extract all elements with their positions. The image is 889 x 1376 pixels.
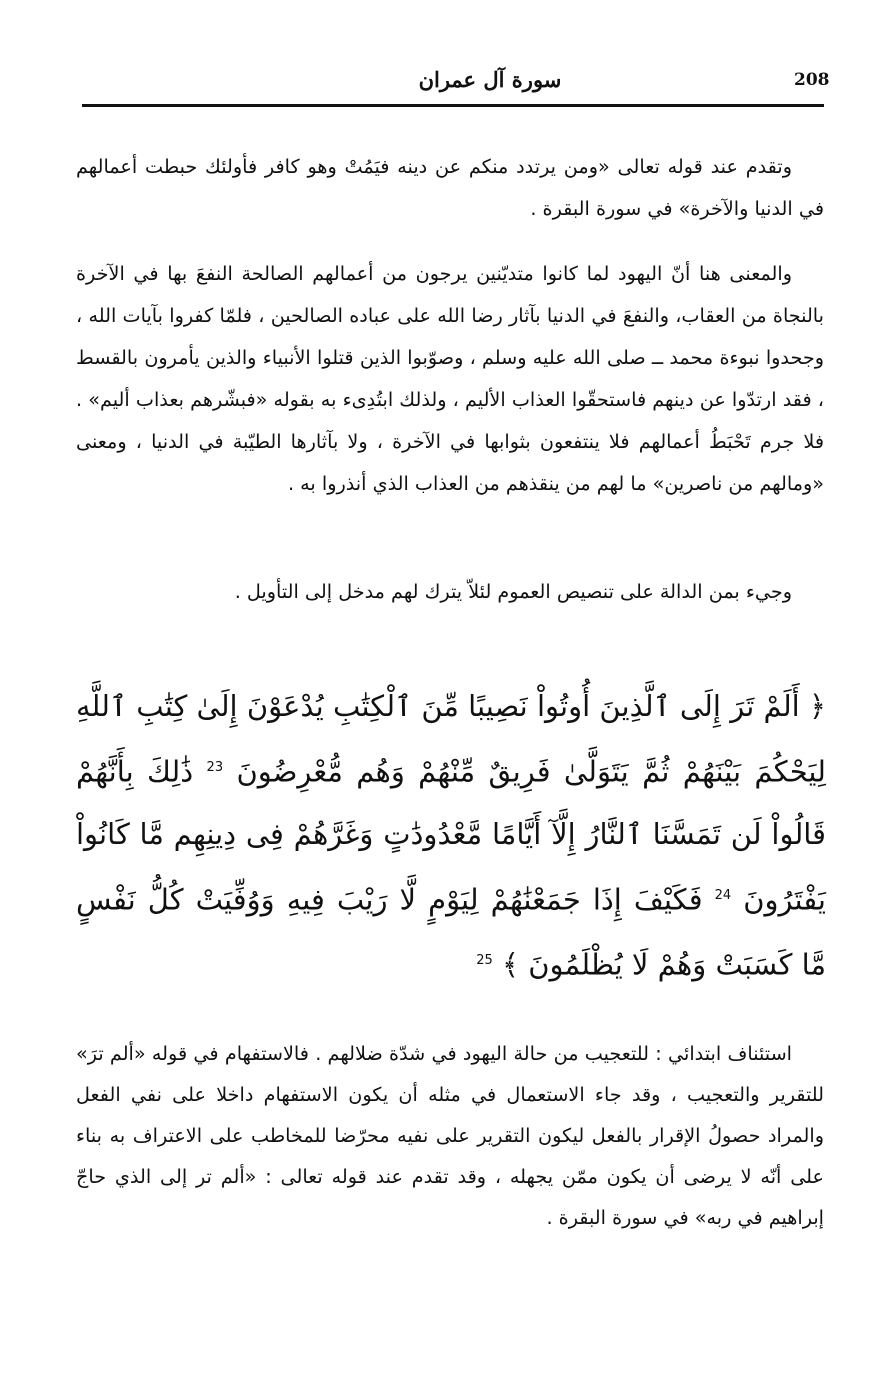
page-number: 208 [794,70,830,90]
verse-closing-bracket: ﴾ [501,947,519,982]
verse-number-24: 24 [714,887,732,903]
quran-verse-block [76,675,826,996]
paragraph-2: والمعنى هنا أنّ اليهود لما كانوا متديّنين يرجون من أعمالهم الصالحة النفعَ بها في الآخرة بالنجاة من العقاب، والنفعَ في الدنيا بآثار رضا الله على عباده الصالحين ، فلمّا كفروا بآيات الله ، وجحدوا نبوءة محمد ــ صلى الله عليه وسلم ، وصوّبوا الذين قتلوا الأنبياء والذين يأمرون بالقسط ، فقد ارتدّوا عن دينهم فاستحقّوا العذاب الأليم ، ولذلك ابتُدِىء به بقوله «فبشّرهم بعذاب أليم» . فلا جرم تَحْبَطُ أعمالهم فلا ينتفعون بثوابها في الآخرة ، ولا بآثارها الطيّبة في الدنيا ، ومعنى «ومالهم من ناصرين» ما لهم من ينقذهم من العذاب الذي أنذروا به . [76,262,824,495]
verse-text-24: ذَٰلِكَ بِأَنَّهُمْ قَالُواْ لَن تَمَسَّنَا ٱلنَّارُ إِلَّآ أَيَّامًا مَّعْدُودَٰتٍ وَغَرَّهُمْ فِى دِينِهِم مَّا كَانُواْ يَفْتَرُونَ [76,754,826,917]
verse-number-25: 25 [476,953,493,969]
verse-number-23: 23 [206,760,224,775]
paragraph-3: وجيء بمن الدالة على تنصيص العموم لئلاّ يترك لهم مدخل إلى التأويل . [234,580,792,603]
running-title: سورة آل عمران [418,67,562,92]
header-rule [82,104,824,107]
verse-text-23: أَلَمْ تَرَ إِلَى ٱلَّذِينَ أُوتُواْ نَصِيبًا مِّنَ ٱلْكِتَٰبِ يُدْعَوْنَ إِلَىٰ كِتَٰبِ ٱللَّهِ لِيَحْكُمَ بَيْنَهُمْ ثُمَّ يَتَوَلَّىٰ فَرِيقٌ مِّنْهُمْ وَهُم مُّعْرِضُونَ [76,689,827,789]
verse-opening-bracket: ﴿ [809,689,826,723]
paragraph-1: وتقدم عند قوله تعالى «ومن يرتدد منكم عن دينه فيَمُتْ وهو كافر فأولئك حبطت أعمالهم في الدنيا والآخرة» في سورة البقرة . [76,155,824,220]
paragraph-4: استئناف ابتدائي : للتعجيب من حالة اليهود في شدّة ضلالهم . فالاستفهام في قوله «ألم ترَ» للتقرير والتعجيب ، وقد جاء الاستعمال في مثله أن يكون الاستفهام داخلا على نفي الفعل والمراد حصولُ الإقرار بالفعل ليكون التقرير على نفيه محرّضا للمخاطب على الاعتراف به بناء على أنّه لا يرضى أن يكون ممّن يجهله ، وقد تقدم عند قوله تعالى : «ألم تر إلى الذي حاجّ إبراهيم في ربه» في سورة البقرة . [76,1042,824,1229]
verse-text-25: فَكَيْفَ إِذَا جَمَعْنَٰهُمْ لِيَوْمٍ لَّا رَيْبَ فِيهِ وَوُفِّيَتْ كُلُّ نَفْسٍ مَّا كَسَبَتْ وَهُمْ لَا يُظْلَمُونَ [76,882,826,982]
page-header [82,62,830,102]
